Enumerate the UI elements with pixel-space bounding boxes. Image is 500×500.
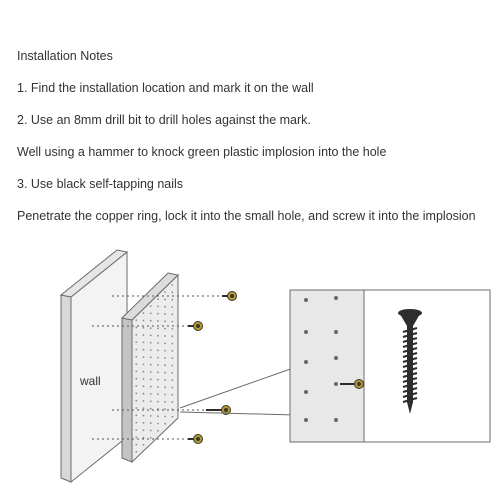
peg-hole — [143, 378, 145, 380]
step-2-detail: Well using a hammer to knock green plastic implosion into the hole — [17, 145, 387, 159]
peg-hole — [164, 320, 166, 322]
peg-hole — [157, 386, 159, 388]
peg-hole — [143, 320, 145, 322]
peg-hole — [164, 379, 166, 381]
peg-hole — [157, 320, 159, 322]
peg-hole — [150, 320, 152, 322]
peg-hole — [143, 393, 145, 395]
detail-hole — [304, 390, 308, 394]
peg-hole — [171, 379, 173, 381]
detail-hole — [304, 418, 308, 422]
detail-hole — [334, 296, 338, 300]
peg-hole — [150, 313, 152, 315]
peg-hole — [157, 342, 159, 344]
peg-hole — [135, 444, 137, 446]
step-3: 3. Use black self-tapping nails — [17, 177, 184, 191]
peg-hole — [143, 364, 145, 366]
peg-hole — [143, 356, 145, 358]
peg-hole — [135, 371, 137, 373]
peg-hole — [150, 378, 152, 380]
peg-hole — [143, 334, 145, 336]
screw-middle-right — [188, 322, 203, 331]
peg-hole — [171, 291, 173, 293]
peg-hole — [164, 291, 166, 293]
peg-hole — [150, 349, 152, 351]
peg-hole — [157, 379, 159, 381]
peg-hole — [135, 385, 137, 387]
peg-hole — [164, 394, 166, 396]
peg-hole — [171, 372, 173, 374]
peg-hole — [150, 356, 152, 358]
peg-hole — [135, 393, 137, 395]
screw-top-right — [222, 292, 237, 301]
peg-hole — [164, 335, 166, 337]
peg-hole — [135, 414, 137, 416]
peg-hole — [143, 437, 145, 439]
peg-hole — [135, 341, 137, 343]
peg-hole — [171, 306, 173, 308]
peg-hole — [164, 364, 166, 366]
peg-hole — [157, 313, 159, 315]
peg-hole — [143, 349, 145, 351]
peg-hole — [171, 365, 173, 367]
peg-hole — [157, 335, 159, 337]
peg-hole — [143, 342, 145, 344]
peg-hole — [164, 401, 166, 403]
peg-hole — [135, 363, 137, 365]
step-2: 2. Use an 8mm drill bit to drill holes against the mark. — [17, 113, 311, 127]
peg-hole — [164, 342, 166, 344]
peg-hole — [150, 415, 152, 417]
peg-hole — [150, 437, 152, 439]
peg-hole — [164, 408, 166, 410]
peg-hole — [157, 349, 159, 351]
detail-hole — [334, 330, 338, 334]
peg-hole — [143, 385, 145, 387]
peg-hole — [135, 422, 137, 424]
peg-hole — [164, 306, 166, 308]
peg-hole — [157, 430, 159, 432]
peg-hole — [135, 349, 137, 351]
peg-hole — [164, 416, 166, 418]
peg-hole — [164, 357, 166, 359]
peg-hole — [135, 407, 137, 409]
installation-diagram — [0, 240, 500, 500]
peg-hole — [164, 423, 166, 425]
detail-hole — [304, 330, 308, 334]
peg-hole — [143, 371, 145, 373]
peg-hole — [143, 407, 145, 409]
peg-hole — [157, 415, 159, 417]
peg-hole — [143, 312, 145, 314]
detail-hole — [334, 356, 338, 360]
peg-hole — [171, 328, 173, 330]
peg-hole — [157, 401, 159, 403]
peg-hole — [150, 430, 152, 432]
detail-hole — [334, 418, 338, 422]
peg-hole — [164, 372, 166, 374]
detail-panel — [290, 290, 490, 442]
peg-hole — [171, 284, 173, 286]
peg-hole — [150, 386, 152, 388]
detail-hole — [304, 298, 308, 302]
pegboard-side — [122, 318, 132, 462]
peg-hole — [143, 429, 145, 431]
peg-hole — [135, 400, 137, 402]
peg-hole — [143, 400, 145, 402]
peg-hole — [150, 342, 152, 344]
peg-hole — [157, 357, 159, 359]
peg-hole — [171, 350, 173, 352]
peg-hole — [150, 327, 152, 329]
peg-hole — [150, 422, 152, 424]
peg-hole — [157, 298, 159, 300]
peg-hole — [164, 350, 166, 352]
peg-hole — [157, 364, 159, 366]
peg-hole — [171, 394, 173, 396]
peg-hole — [143, 444, 145, 446]
step-1: 1. Find the installation location and mark it on the wall — [17, 81, 314, 95]
peg-hole — [150, 335, 152, 337]
peg-hole — [150, 305, 152, 307]
peg-hole — [164, 328, 166, 330]
peg-hole — [164, 386, 166, 388]
peg-hole — [135, 356, 137, 358]
peg-hole — [171, 299, 173, 301]
peg-hole — [171, 416, 173, 418]
detail-hole — [334, 382, 338, 386]
peg-hole — [157, 393, 159, 395]
peg-hole — [135, 327, 137, 329]
peg-hole — [164, 299, 166, 301]
peg-hole — [135, 334, 137, 336]
pegboard — [122, 273, 178, 462]
notes-title: Installation Notes — [17, 49, 113, 63]
peg-hole — [135, 378, 137, 380]
peg-hole — [157, 371, 159, 373]
peg-hole — [157, 328, 159, 330]
peg-hole — [143, 415, 145, 417]
peg-hole — [171, 321, 173, 323]
peg-hole — [150, 364, 152, 366]
peg-hole — [150, 393, 152, 395]
peg-hole — [171, 387, 173, 389]
screw-bottom-right — [188, 435, 203, 444]
peg-hole — [171, 401, 173, 403]
peg-hole — [171, 357, 173, 359]
peg-hole — [171, 313, 173, 315]
detail-pegboard-section — [290, 290, 364, 442]
peg-hole — [143, 327, 145, 329]
peg-hole — [157, 306, 159, 308]
peg-hole — [135, 319, 137, 321]
callout-connector — [180, 367, 296, 415]
peg-hole — [143, 422, 145, 424]
wall-board-side — [61, 295, 71, 482]
peg-hole — [150, 400, 152, 402]
peg-hole — [171, 335, 173, 337]
peg-hole — [135, 451, 137, 453]
wall-label: wall — [80, 374, 101, 388]
peg-hole — [157, 423, 159, 425]
peg-hole — [150, 408, 152, 410]
peg-hole — [135, 429, 137, 431]
peg-hole — [164, 313, 166, 315]
wall-board — [61, 250, 127, 482]
step-3-detail: Penetrate the copper ring, lock it into the small hole, and screw it into the implosion — [17, 209, 476, 223]
peg-hole — [135, 436, 137, 438]
detail-hole — [304, 360, 308, 364]
peg-hole — [150, 371, 152, 373]
peg-hole — [171, 343, 173, 345]
